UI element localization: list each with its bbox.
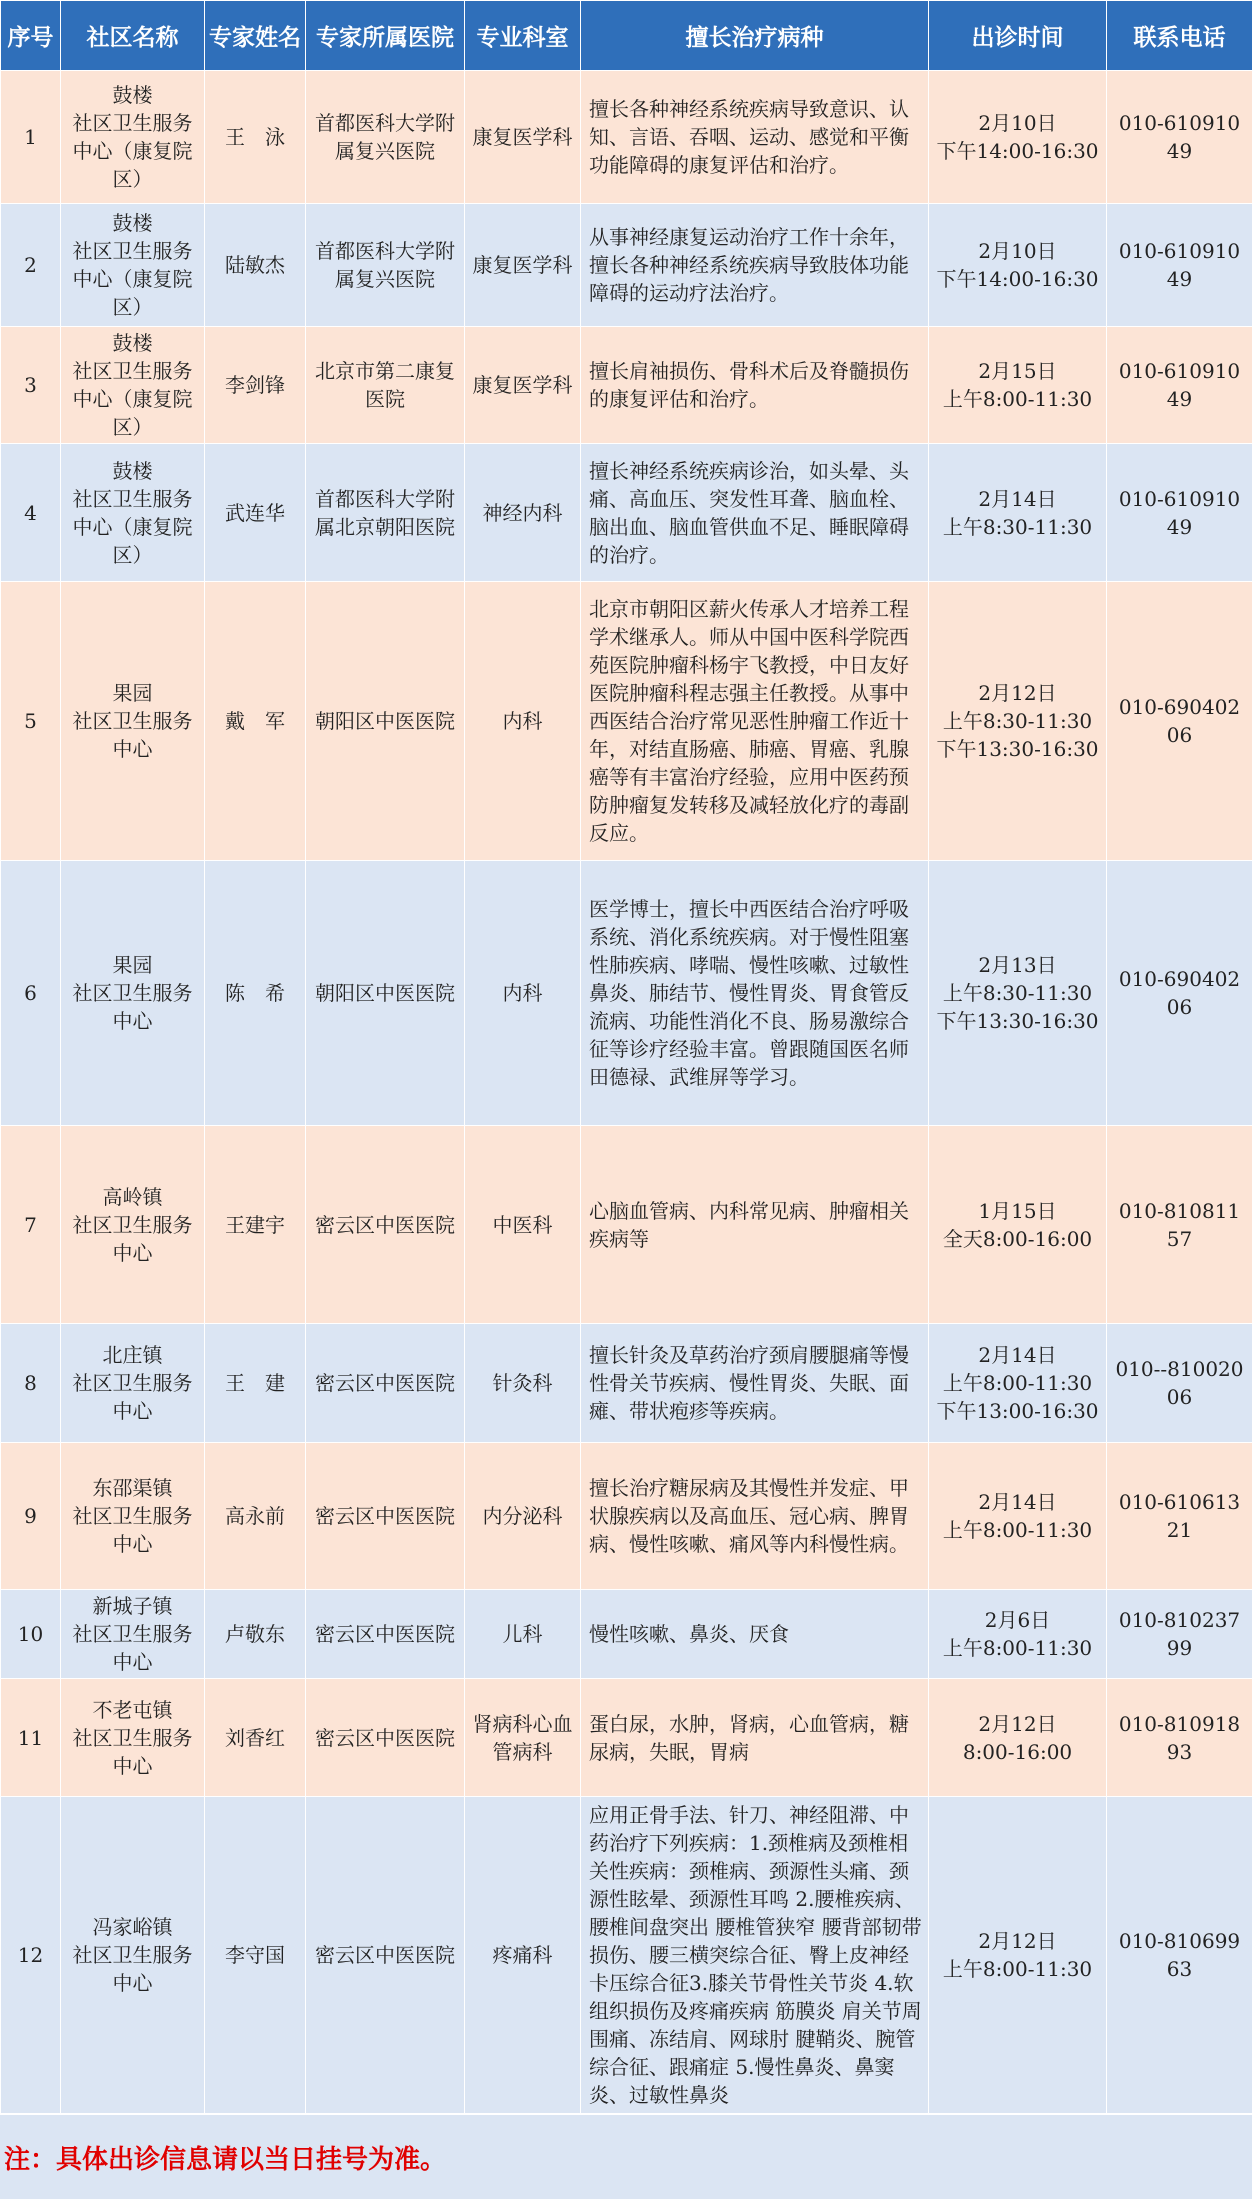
community-name-line: 中心	[67, 1752, 198, 1780]
community-name-line: 社区卫生服务	[67, 1941, 198, 1969]
header-cell: 擅长治疗病种	[581, 1, 929, 71]
table-row	[1, 444, 1252, 582]
header-cell: 序号	[1, 1, 61, 71]
community-name-line: 鼓楼	[67, 209, 198, 237]
community-name-line: 果园	[67, 951, 198, 979]
community-name-line: 中心	[67, 1397, 198, 1425]
header-cell: 专业科室	[465, 1, 581, 71]
community-name-line: 社区卫生服务	[67, 109, 198, 137]
department: 针灸科	[465, 1324, 581, 1443]
header-cell: 出诊时间	[929, 1, 1107, 71]
header-cell: 专家姓名	[205, 1, 306, 71]
expert-name: 武连华	[205, 444, 306, 582]
community-name-line: 高岭镇	[67, 1183, 198, 1211]
hospital-name: 北京市第二康复医院	[306, 327, 465, 444]
table-row	[1, 204, 1252, 327]
clinic-time-line: 下午13:00-16:30	[935, 1397, 1100, 1425]
specialty: 北京市朝阳区薪火传承人才培养工程学术继承人。师从中国中医科学院西苑医院肿瘤科杨宇飞教授，中日友好医院肿瘤科程志强主任教授。从事中西医结合治疗常见恶性肿瘤工作近十年，对结直肠癌、肺癌、胃癌、乳腺癌等有丰富治疗经验，应用中医药预防肿瘤复发转移及减轻放化疗的毒副反应。	[581, 582, 929, 861]
hospital-name: 密云区中医医院	[306, 1324, 465, 1443]
contact-phone: 010-61091049	[1107, 327, 1252, 444]
specialty: 擅长各种神经系统疾病导致意识、认知、言语、吞咽、运动、感觉和平衡功能障碍的康复评估和治疗。	[581, 71, 929, 204]
table-row	[1, 861, 1252, 1126]
clinic-time-line: 2月14日	[935, 485, 1100, 513]
specialty: 擅长神经系统疾病诊治，如头晕、头痛、高血压、突发性耳聋、脑血栓、脑出血、脑血管供血不足、睡眠障碍的治疗。	[581, 444, 929, 582]
community-name-line: 社区卫生服务	[67, 237, 198, 265]
department: 神经内科	[465, 444, 581, 582]
expert-name: 卢敬东	[205, 1590, 306, 1679]
expert-name: 戴 军	[205, 582, 306, 861]
table-row	[1, 1443, 1252, 1590]
hospital-name: 朝阳区中医医院	[306, 861, 465, 1126]
table-row	[1, 1797, 1252, 2114]
table-row	[1, 582, 1252, 861]
hospital-name: 密云区中医医院	[306, 1679, 465, 1797]
clinic-time	[929, 204, 1107, 327]
contact-phone: 010-81069963	[1107, 1797, 1252, 2114]
header-row	[1, 1, 1252, 71]
specialty: 从事神经康复运动治疗工作十余年，擅长各种神经系统疾病导致肢体功能障碍的运动疗法治疗。	[581, 204, 929, 327]
row-number: 7	[1, 1126, 61, 1324]
contact-phone: 010-81023799	[1107, 1590, 1252, 1679]
row-number: 12	[1, 1797, 61, 2114]
community-name	[61, 204, 205, 327]
hospital-name: 首都医科大学附属复兴医院	[306, 204, 465, 327]
table-row	[1, 1324, 1252, 1443]
community-name-line: 中心（康复院	[67, 265, 198, 293]
header-cell: 社区名称	[61, 1, 205, 71]
table-row	[1, 1126, 1252, 1324]
specialty: 蛋白尿，水肿，肾病，心血管病，糖尿病，失眠，胃病	[581, 1679, 929, 1797]
clinic-time-line: 上午8:30-11:30	[935, 979, 1100, 1007]
row-number: 2	[1, 204, 61, 327]
community-name-line: 中心（康复院	[67, 385, 198, 413]
row-number: 4	[1, 444, 61, 582]
department: 中医科	[465, 1126, 581, 1324]
clinic-time	[929, 1126, 1107, 1324]
table-row	[1, 1590, 1252, 1679]
clinic-time-line: 上午8:00-11:30	[935, 1634, 1100, 1662]
specialty: 应用正骨手法、针刀、神经阻滞、中药治疗下列疾病：1.颈椎病及颈椎相关性疾病：颈椎病、颈源性头痛、颈源性眩晕、颈源性耳鸣 2.腰椎疾病、腰椎间盘突出 腰椎管狭窄 腰背部韧带损伤、腰三横突综合征、臀上皮神经卡压综合征3.膝关节骨性关节炎 4.软组织损伤及疼痛疾病 筋膜炎 肩关节周围痛、冻结肩、网球肘 腱鞘炎、腕管综合征、跟痛症 5.慢性鼻炎、鼻窦炎、过敏性鼻炎	[581, 1797, 929, 2114]
row-number: 6	[1, 861, 61, 1126]
community-name-line: 中心（康复院	[67, 513, 198, 541]
clinic-time-line: 2月13日	[935, 951, 1100, 979]
clinic-time-line: 2月6日	[935, 1606, 1100, 1634]
hospital-name: 首都医科大学附属北京朝阳医院	[306, 444, 465, 582]
community-name-line: 社区卫生服务	[67, 1724, 198, 1752]
contact-phone: 010-61091049	[1107, 71, 1252, 204]
clinic-time-line: 2月12日	[935, 1710, 1100, 1738]
hospital-name: 密云区中医医院	[306, 1797, 465, 2114]
community-name	[61, 444, 205, 582]
specialty: 擅长肩袖损伤、骨科术后及脊髓损伤的康复评估和治疗。	[581, 327, 929, 444]
community-name-line: 中心	[67, 1530, 198, 1558]
specialty: 心脑血管病、内科常见病、肿瘤相关疾病等	[581, 1126, 929, 1324]
department: 内科	[465, 861, 581, 1126]
community-name-line: 东邵渠镇	[67, 1474, 198, 1502]
community-name-line: 社区卫生服务	[67, 979, 198, 1007]
community-name-line: 中心	[67, 1969, 198, 1997]
clinic-time-line: 1月15日	[935, 1197, 1100, 1225]
expert-name: 李剑锋	[205, 327, 306, 444]
community-name-line: 不老屯镇	[67, 1696, 198, 1724]
clinic-time-line: 上午8:00-11:30	[935, 385, 1100, 413]
community-name-line: 中心	[67, 735, 198, 763]
row-number: 10	[1, 1590, 61, 1679]
clinic-time-line: 2月12日	[935, 679, 1100, 707]
clinic-time-line: 2月10日	[935, 237, 1100, 265]
community-name-line: 社区卫生服务	[67, 707, 198, 735]
community-name	[61, 1324, 205, 1443]
row-number: 8	[1, 1324, 61, 1443]
clinic-time-line: 上午8:00-11:30	[935, 1955, 1100, 1983]
clinic-time-line: 2月10日	[935, 109, 1100, 137]
hospital-name: 密云区中医医院	[306, 1590, 465, 1679]
community-name	[61, 327, 205, 444]
specialty: 慢性咳嗽、鼻炎、厌食	[581, 1590, 929, 1679]
clinic-time-line: 全天8:00-16:00	[935, 1225, 1100, 1253]
clinic-time-line: 下午13:30-16:30	[935, 1007, 1100, 1035]
expert-name: 高永前	[205, 1443, 306, 1590]
community-name-line: 鼓楼	[67, 457, 198, 485]
community-name	[61, 582, 205, 861]
clinic-time-line: 下午14:00-16:30	[935, 137, 1100, 165]
department: 内分泌科	[465, 1443, 581, 1590]
header-cell: 专家所属医院	[306, 1, 465, 71]
department: 儿科	[465, 1590, 581, 1679]
expert-name: 王 建	[205, 1324, 306, 1443]
community-name-line: 社区卫生服务	[67, 1620, 198, 1648]
community-name	[61, 1443, 205, 1590]
community-name-line: 北庄镇	[67, 1341, 198, 1369]
clinic-time	[929, 1679, 1107, 1797]
footer-note: 注：具体出诊信息请以当日挂号为准。	[0, 2114, 1252, 2199]
clinic-time	[929, 582, 1107, 861]
community-name-line: 鼓楼	[67, 81, 198, 109]
hospital-name: 首都医科大学附属复兴医院	[306, 71, 465, 204]
community-name-line: 区）	[67, 293, 198, 321]
community-name-line: 区）	[67, 413, 198, 441]
expert-name: 王建宇	[205, 1126, 306, 1324]
community-name	[61, 1126, 205, 1324]
expert-name: 陆敏杰	[205, 204, 306, 327]
clinic-time	[929, 71, 1107, 204]
clinic-time	[929, 1797, 1107, 2114]
community-name-line: 果园	[67, 679, 198, 707]
clinic-time	[929, 1324, 1107, 1443]
clinic-time-line: 上午8:00-11:30	[935, 1516, 1100, 1544]
community-name-line: 社区卫生服务	[67, 357, 198, 385]
hospital-name: 密云区中医医院	[306, 1126, 465, 1324]
specialty: 擅长治疗糖尿病及其慢性并发症、甲状腺疾病以及高血压、冠心病、脾胃病、慢性咳嗽、痛风等内科慢性病。	[581, 1443, 929, 1590]
community-name	[61, 861, 205, 1126]
department: 肾病科心血管病科	[465, 1679, 581, 1797]
row-number: 9	[1, 1443, 61, 1590]
community-name-line: 社区卫生服务	[67, 1211, 198, 1239]
community-name-line: 社区卫生服务	[67, 485, 198, 513]
community-name-line: 中心（康复院	[67, 137, 198, 165]
community-name	[61, 71, 205, 204]
clinic-time	[929, 1590, 1107, 1679]
community-name	[61, 1590, 205, 1679]
community-name	[61, 1797, 205, 2114]
hospital-name: 朝阳区中医医院	[306, 582, 465, 861]
department: 康复医学科	[465, 71, 581, 204]
department: 康复医学科	[465, 204, 581, 327]
community-name-line: 中心	[67, 1239, 198, 1267]
row-number: 1	[1, 71, 61, 204]
expert-name: 陈 希	[205, 861, 306, 1126]
clinic-time-line: 2月14日	[935, 1488, 1100, 1516]
community-name-line: 区）	[67, 541, 198, 569]
department: 康复医学科	[465, 327, 581, 444]
contact-phone: 010-69040206	[1107, 861, 1252, 1126]
clinic-time-line: 2月15日	[935, 357, 1100, 385]
community-name-line: 冯家峪镇	[67, 1913, 198, 1941]
clinic-time-line: 2月14日	[935, 1341, 1100, 1369]
specialty: 医学博士，擅长中西医结合治疗呼吸系统、消化系统疾病。对于慢性阻塞性肺疾病、哮喘、慢性咳嗽、过敏性鼻炎、肺结节、慢性胃炎、胃食管反流病、功能性消化不良、肠易激综合征等诊疗经验丰富。曾跟随国医名师田德禄、武维屏等学习。	[581, 861, 929, 1126]
community-name-line: 社区卫生服务	[67, 1369, 198, 1397]
clinic-time-line: 8:00-16:00	[935, 1738, 1100, 1766]
table-row	[1, 71, 1252, 204]
clinic-time-line: 2月12日	[935, 1927, 1100, 1955]
expert-name: 李守国	[205, 1797, 306, 2114]
row-number: 3	[1, 327, 61, 444]
clinic-time-line: 上午8:30-11:30	[935, 707, 1100, 735]
department: 疼痛科	[465, 1797, 581, 2114]
contact-phone: 010-61091049	[1107, 444, 1252, 582]
clinic-time	[929, 327, 1107, 444]
department: 内科	[465, 582, 581, 861]
clinic-time-line: 上午8:00-11:30	[935, 1369, 1100, 1397]
contact-phone: 010-69040206	[1107, 582, 1252, 861]
community-name-line: 社区卫生服务	[67, 1502, 198, 1530]
clinic-time-line: 上午8:30-11:30	[935, 513, 1100, 541]
clinic-time	[929, 1443, 1107, 1590]
contact-phone: 010-61061321	[1107, 1443, 1252, 1590]
community-name	[61, 1679, 205, 1797]
community-name-line: 区）	[67, 165, 198, 193]
expert-name: 刘香红	[205, 1679, 306, 1797]
row-number: 11	[1, 1679, 61, 1797]
expert-name: 王 泳	[205, 71, 306, 204]
header-cell: 联系电话	[1107, 1, 1252, 71]
contact-phone: 010-81091893	[1107, 1679, 1252, 1797]
clinic-time-line: 下午13:30-16:30	[935, 735, 1100, 763]
community-name-line: 新城子镇	[67, 1592, 198, 1620]
table-row	[1, 1679, 1252, 1797]
table-row	[1, 327, 1252, 444]
clinic-time	[929, 444, 1107, 582]
community-name-line: 中心	[67, 1648, 198, 1676]
contact-phone: 010--81002006	[1107, 1324, 1252, 1443]
community-name-line: 中心	[67, 1007, 198, 1035]
specialty: 擅长针灸及草药治疗颈肩腰腿痛等慢性骨关节疾病、慢性胃炎、失眠、面瘫、带状疱疹等疾病。	[581, 1324, 929, 1443]
contact-phone: 010-81081157	[1107, 1126, 1252, 1324]
hospital-name: 密云区中医医院	[306, 1443, 465, 1590]
row-number: 5	[1, 582, 61, 861]
clinic-time-line: 下午14:00-16:30	[935, 265, 1100, 293]
contact-phone: 010-61091049	[1107, 204, 1252, 327]
community-name-line: 鼓楼	[67, 329, 198, 357]
clinic-time	[929, 861, 1107, 1126]
